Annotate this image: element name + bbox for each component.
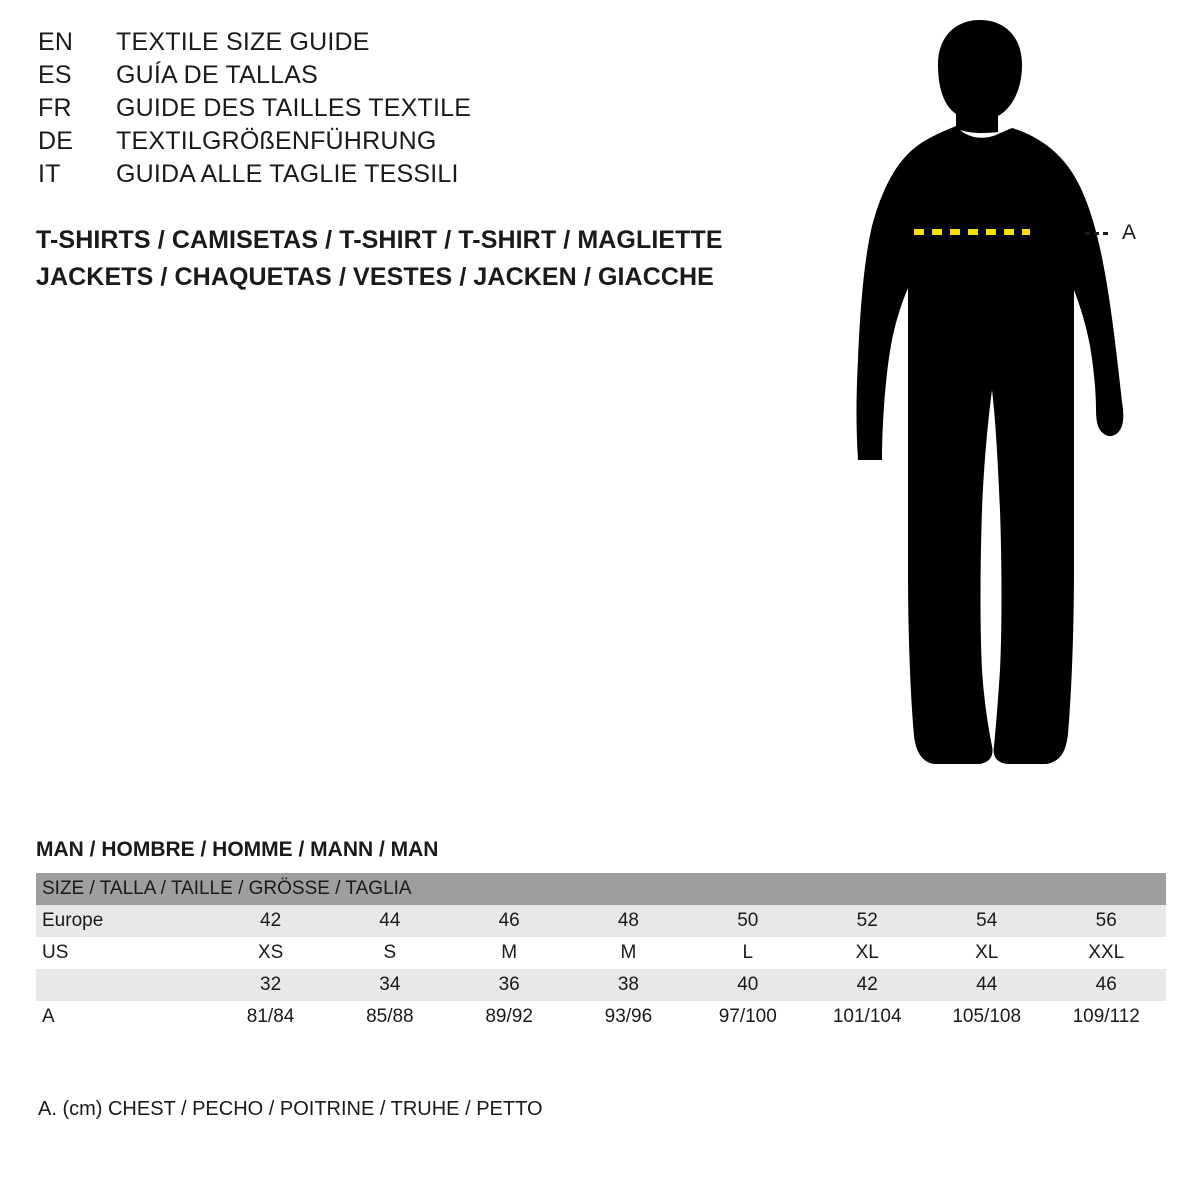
- table-cell: 85/88: [330, 1001, 449, 1033]
- table-cell: 109/112: [1046, 1001, 1166, 1033]
- table-cell: 101/104: [807, 1001, 927, 1033]
- language-code: EN: [38, 28, 74, 56]
- table-cell: M: [450, 937, 569, 969]
- language-row: [38, 127, 738, 160]
- table-cell: XS: [211, 937, 330, 969]
- table-cell: 36: [450, 969, 569, 1001]
- language-title: TEXTILGRÖßENFÜHRUNG: [116, 127, 437, 155]
- man-silhouette-figure: [830, 10, 1170, 800]
- table-cell: 48: [569, 905, 688, 937]
- row-label: US: [36, 937, 211, 969]
- table-cell: 32: [211, 969, 330, 1001]
- language-row: [38, 28, 738, 61]
- size-table: [36, 873, 1166, 1033]
- language-code: DE: [38, 127, 74, 155]
- table-cell: 50: [688, 905, 807, 937]
- measure-leader-dots: [1085, 232, 1115, 235]
- language-list: [38, 28, 738, 193]
- table-cell: 93/96: [569, 1001, 688, 1033]
- measure-label-a: A: [1122, 221, 1137, 244]
- row-label: A: [36, 1001, 211, 1033]
- category-tshirts: T-SHIRTS / CAMISETAS / T-SHIRT / T-SHIRT / MAGLIETTE: [36, 226, 723, 254]
- table-cell: 46: [1046, 969, 1166, 1001]
- table-cell: 40: [688, 969, 807, 1001]
- category-headings: [36, 222, 796, 296]
- table-cell: 97/100: [688, 1001, 807, 1033]
- language-title: GUÍA DE TALLAS: [116, 61, 318, 89]
- table-header-row: [36, 873, 1166, 905]
- row-label: Europe: [36, 905, 211, 937]
- language-code: IT: [38, 160, 61, 188]
- table-header-label: SIZE / TALLA / TAILLE / GRÖSSE / TAGLIA: [36, 873, 1166, 905]
- language-title: GUIDE DES TAILLES TEXTILE: [116, 94, 472, 122]
- table-cell: 34: [330, 969, 449, 1001]
- table-cell: 42: [807, 969, 927, 1001]
- silhouette-shape: [857, 20, 1124, 764]
- table-row: [36, 969, 1166, 1001]
- table-cell: 54: [927, 905, 1047, 937]
- language-title: TEXTILE SIZE GUIDE: [116, 28, 370, 56]
- table-cell: S: [330, 937, 449, 969]
- footnote-chest-measure: A. (cm) CHEST / PECHO / POITRINE / TRUHE / PETTO: [38, 1098, 543, 1120]
- table-row: [36, 937, 1166, 969]
- table-cell: 52: [807, 905, 927, 937]
- table-cell: XL: [807, 937, 927, 969]
- gender-title: MAN / HOMBRE / HOMME / MANN / MAN: [36, 838, 439, 861]
- table-row: [36, 905, 1166, 937]
- table-cell: 42: [211, 905, 330, 937]
- table-cell: 89/92: [450, 1001, 569, 1033]
- table-cell: 81/84: [211, 1001, 330, 1033]
- language-row: [38, 61, 738, 94]
- table-cell: 44: [927, 969, 1047, 1001]
- language-title: GUIDA ALLE TAGLIE TESSILI: [116, 160, 459, 188]
- table-cell: 38: [569, 969, 688, 1001]
- table-cell: 46: [450, 905, 569, 937]
- language-code: ES: [38, 61, 72, 89]
- table-cell: XL: [927, 937, 1047, 969]
- table-cell: XXL: [1046, 937, 1166, 969]
- table-row: [36, 1001, 1166, 1033]
- size-table-section: [36, 838, 1166, 1033]
- row-label: [36, 969, 211, 1001]
- table-cell: 44: [330, 905, 449, 937]
- language-row: [38, 94, 738, 127]
- table-cell: 105/108: [927, 1001, 1047, 1033]
- table-cell: 56: [1046, 905, 1166, 937]
- table-cell: L: [688, 937, 807, 969]
- table-cell: M: [569, 937, 688, 969]
- category-jackets: JACKETS / CHAQUETAS / VESTES / JACKEN / GIACCHE: [36, 263, 714, 291]
- language-row: [38, 160, 738, 193]
- language-code: FR: [38, 94, 72, 122]
